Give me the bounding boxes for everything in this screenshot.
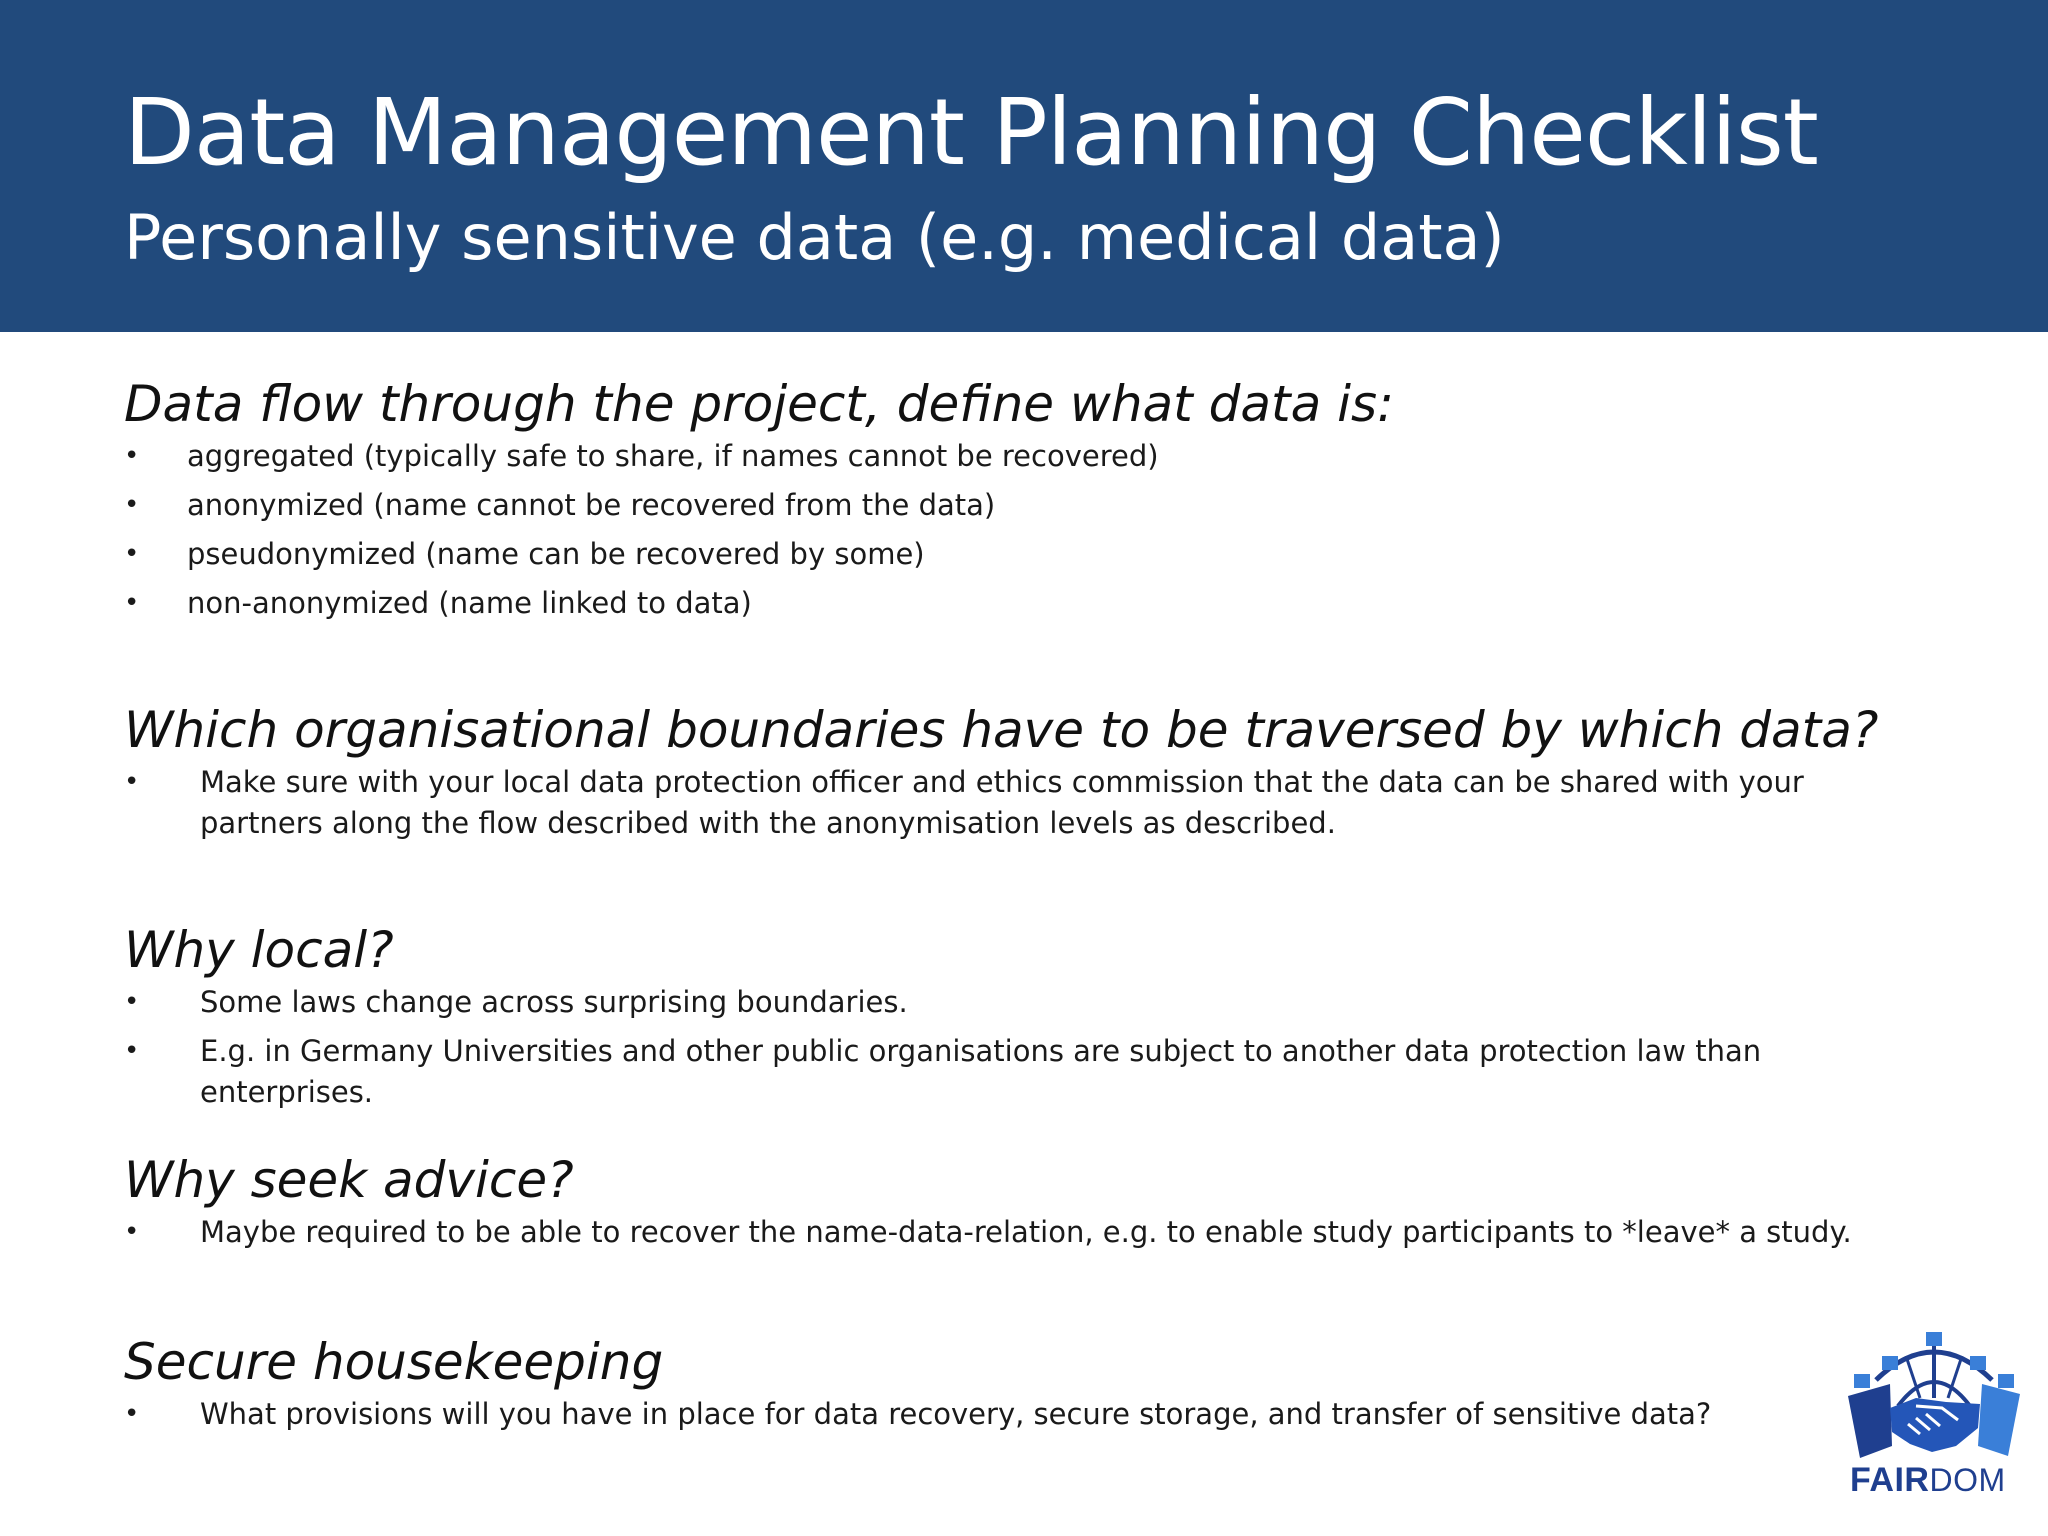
bullet-icon: • bbox=[124, 1217, 140, 1247]
list-item bbox=[124, 1394, 1884, 1435]
section-heading: Why seek advice? bbox=[124, 1151, 574, 1209]
list-item-text: What provisions will you have in place for data recovery, secure storage, and transfer of sensitive data? bbox=[200, 1397, 1712, 1431]
list-item bbox=[124, 534, 1884, 575]
bullet-list bbox=[124, 982, 1884, 1113]
list-item-text: Maybe required to be able to recover the name-data-relation, e.g. to enable study participants to *leave* a study. bbox=[200, 1215, 1852, 1249]
page-subtitle: Personally sensitive data (e.g. medical data) bbox=[124, 201, 1505, 274]
section-heading: Why local? bbox=[124, 921, 394, 979]
bullet-icon: • bbox=[124, 490, 140, 520]
section-why-seek-advice bbox=[124, 1148, 1884, 1253]
bullet-list bbox=[124, 436, 1884, 624]
list-item-text: pseudonymized (name can be recovered by some) bbox=[187, 537, 925, 571]
list-item bbox=[124, 436, 1884, 477]
section-heading: Secure housekeeping bbox=[124, 1333, 664, 1391]
list-item bbox=[124, 1031, 1884, 1113]
section-heading: Which organisational boundaries have to be traversed by which data? bbox=[124, 701, 1879, 759]
list-item-text: aggregated (typically safe to share, if names cannot be recovered) bbox=[187, 439, 1159, 473]
list-item-text: Make sure with your local data protection officer and ethics commission that the data can be shared with your partners along the flow described with the anonymisation levels as described. bbox=[200, 765, 1804, 840]
bullet-icon: • bbox=[124, 441, 140, 471]
bullet-list bbox=[124, 762, 1884, 844]
list-item bbox=[124, 485, 1884, 526]
list-item bbox=[124, 1212, 1884, 1253]
section-heading: Data flow through the project, define what data is: bbox=[124, 375, 1394, 433]
fairdom-logo bbox=[1846, 1328, 2022, 1508]
bullet-list bbox=[124, 1212, 1884, 1253]
page-title: Data Management Planning Checklist bbox=[124, 79, 1818, 186]
list-item bbox=[124, 583, 1884, 624]
list-item-text: E.g. in Germany Universities and other public organisations are subject to another data protection law than enterprises. bbox=[200, 1034, 1762, 1109]
bullet-icon: • bbox=[124, 1399, 140, 1429]
bullet-icon: • bbox=[124, 1036, 140, 1066]
list-item bbox=[124, 982, 1884, 1023]
logo-wordmark: FAIRDOM bbox=[1850, 1461, 2006, 1499]
section-organisational-boundaries bbox=[124, 698, 1884, 844]
list-item-text: Some laws change across surprising boundaries. bbox=[200, 985, 908, 1019]
section-secure-housekeeping bbox=[124, 1330, 1884, 1435]
title-banner bbox=[0, 0, 2048, 332]
bullet-icon: • bbox=[124, 767, 140, 797]
bullet-icon: • bbox=[124, 539, 140, 569]
bullet-list bbox=[124, 1394, 1884, 1435]
handshake-network-icon bbox=[1846, 1328, 2022, 1462]
list-item-text: non-anonymized (name linked to data) bbox=[187, 586, 752, 620]
bullet-icon: • bbox=[124, 588, 140, 618]
section-data-flow bbox=[124, 372, 1884, 624]
bullet-icon: • bbox=[124, 987, 140, 1017]
section-why-local bbox=[124, 918, 1884, 1113]
list-item-text: anonymized (name cannot be recovered from the data) bbox=[187, 488, 996, 522]
list-item bbox=[124, 762, 1884, 844]
